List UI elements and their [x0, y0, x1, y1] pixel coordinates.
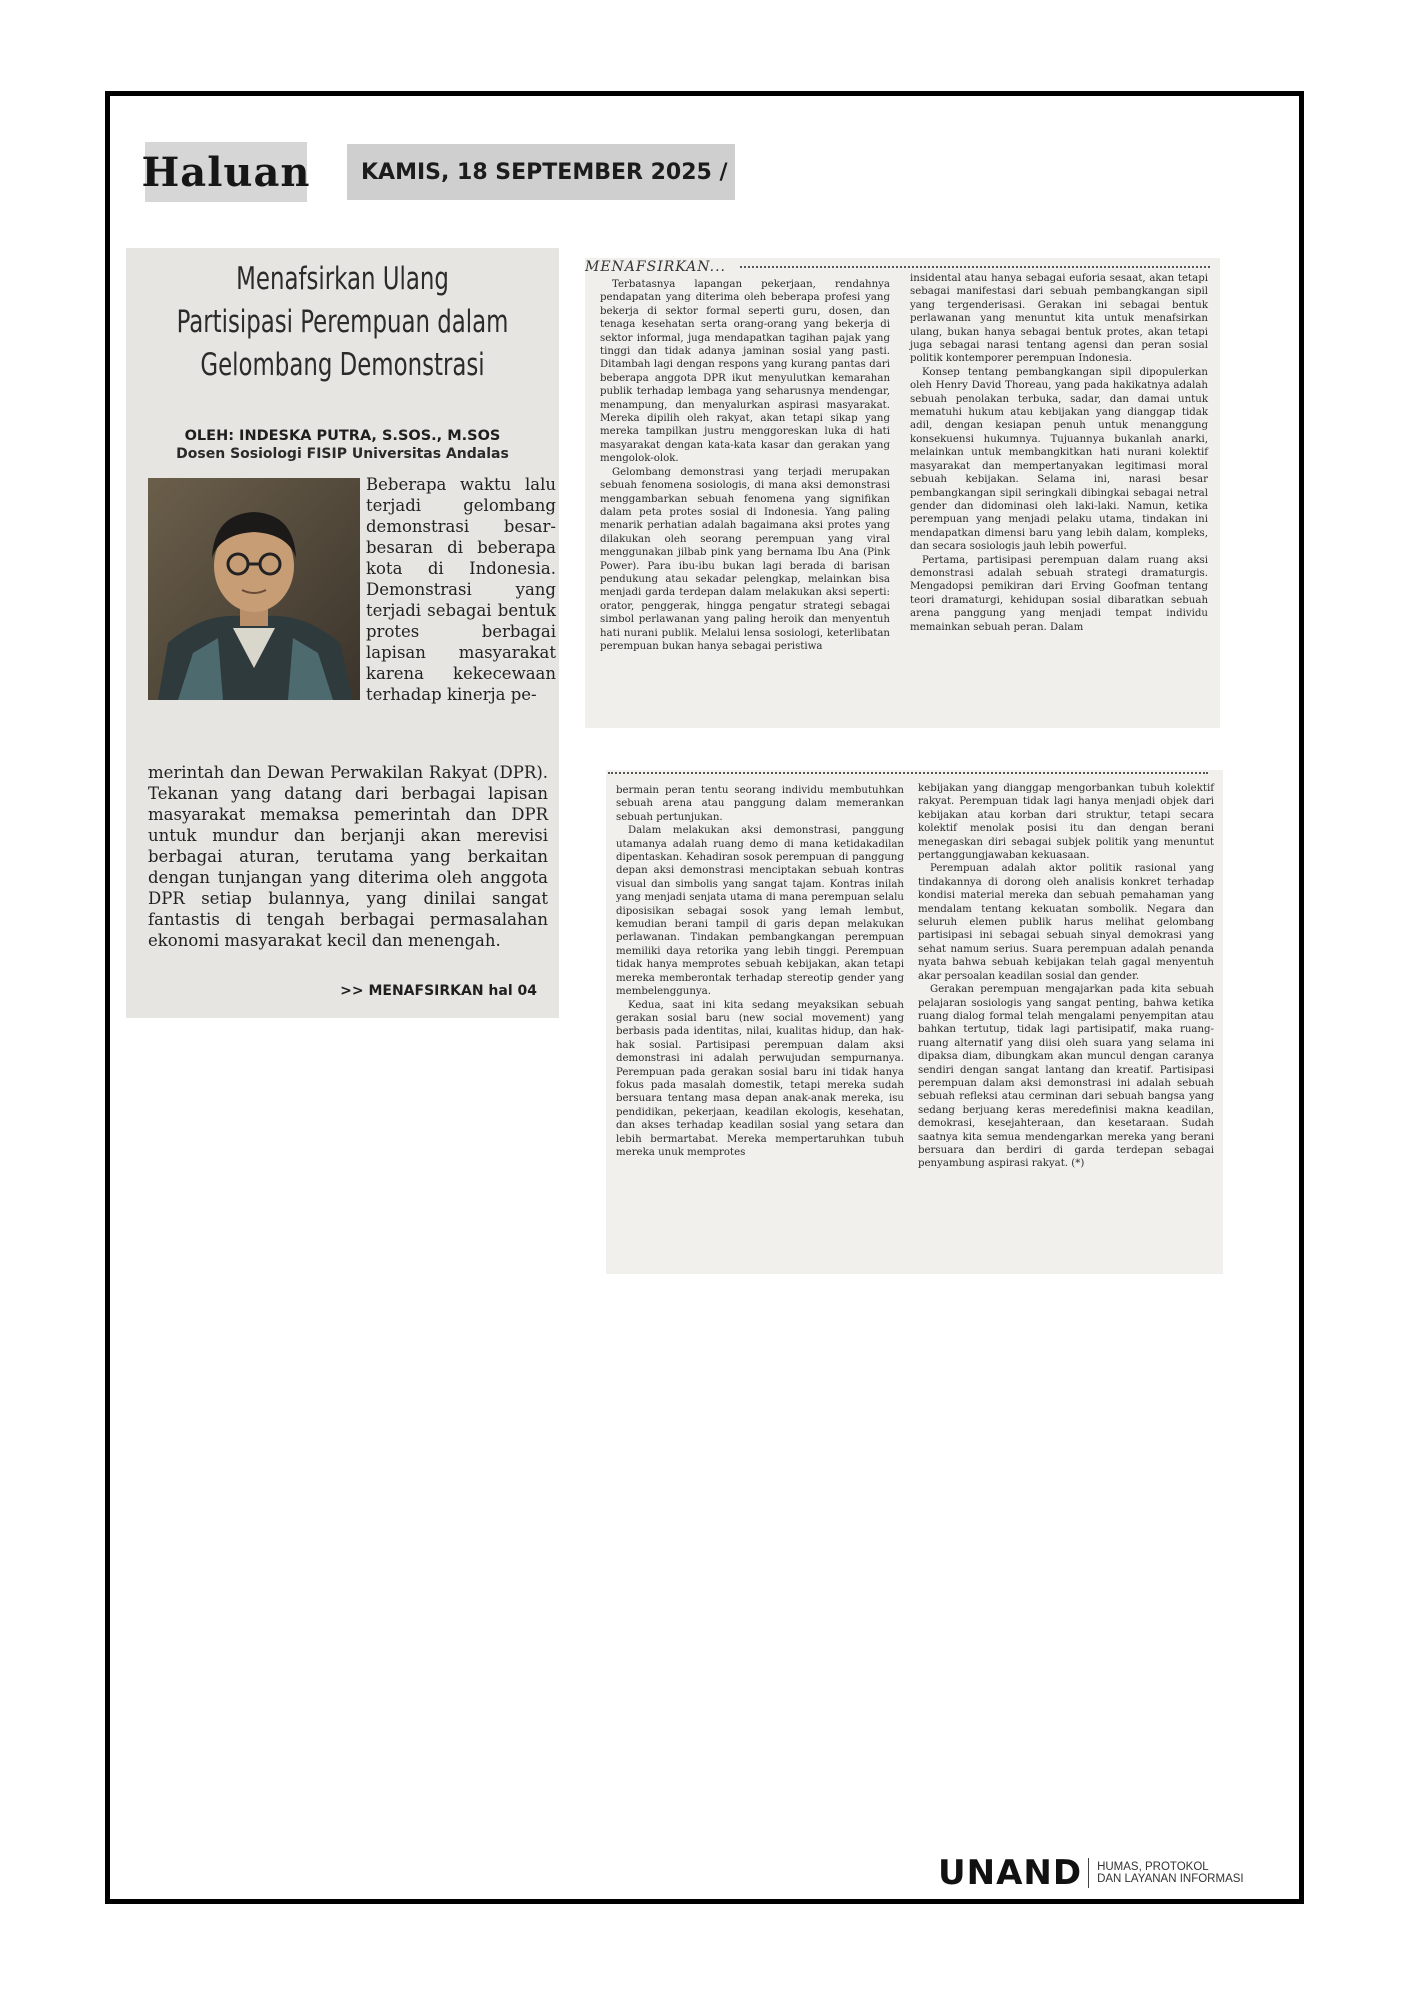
office-line: DAN LAYANAN INFORMASI — [1097, 1873, 1244, 1885]
continued-on-page: >> MENAFSIRKAN hal 04 — [340, 983, 537, 999]
paragraph: Terbatasnya lapangan pekerjaan, rendahnya pendapatan yang diterima oleh beberapa profesi yang bekerja di sektor formal seperti guru, dosen, dan tenaga kesehatan serta orang-orang yang bekerja di sektor informal, juga mendapatkan tagihan pajak yang tinggi dan tidak adanya jaminan sosial yang pasti. Ditambah lagi dengan respons yang kurang pantas dari beberapa anggota DPR ikut menyulutkan kemarahan publik terhadap lembaga yang seharusnya mendengar, menampung, dan menyalurkan aspirasi masyarakat. Mereka dipilih oleh rakyat, akan tetapi sikap yang mereka tampilkan justru menggoreskan luka di hati masyarakat dengan kata-kata kasar dan gerakan yang mengolok-olok. — [600, 279, 890, 465]
author-affiliation: Dosen Sosiologi FISIP Universitas Andalas — [176, 446, 509, 462]
article-column — [600, 278, 890, 653]
unand-footer — [938, 1853, 1244, 1893]
newspaper-name: Haluan — [141, 148, 311, 196]
paragraph: Gelombang demonstrasi yang terjadi merupakan sebuah fenomena sosiologis, di mana aksi demonstrasi menggambarkan sebuah fenomena yang signifikan dalam peta protes sosial di Indonesia. Yang paling menarik perhatian adalah bagaimana aksi protes yang dilakukan oleh seorang perempuan yang viral menggunakan jilbab pink yang bernama Ibu Ana (Pink Power). Para ibu-ibu bukan lagi berada di barisan pendukung atau sekadar pelengkap, melainkan bisa menjadi garda terdepan dalam melakukan aksi seperti: orator, penggerak, hingga pengatur strategi sebagai simbol perlawanan yang paling heroik dan menyentuh hati nurani publik. Melalui lensa sosiologi, keterlibatan perempuan bukan hanya sebagai peristiwa — [600, 466, 890, 652]
article-column — [918, 782, 1214, 1171]
paragraph: Perempuan adalah aktor politik rasional yang tindakannya di dorong oleh analisis konkret terhadap kondisi material mereka dan sebuah pemahaman yang mendalam tentang kekuatan sombolik. Negara dan seluruh elemen publik harus melihat gelombang partisipasi ini sebagai sebuah sinyal demokrasi yang sehat namum serius. Suara perempuan adalah penanda nyata bahwa sebuah kebijakan telah gagal menyentuh akar persoalan keadilan sosial dan gender. — [918, 863, 1214, 982]
paragraph: Kedua, saat ini kita sedang meyaksikan sebuah gerakan sosial baru (new social movement) yang berbasis pada identitas, nilai, kualitas hidup, dan hak-hak sosial. Partisipasi perempuan dalam aksi demonstrasi ini adalah perwujudan sempurnanya. Perempuan pada gerakan sosial baru ini tidak hanya fokus pada masalah domestik, tetapi mereka sudah bersuara tentang masa depan anak-anak mereka, isu pendidikan, pekerjaan, keadilan ekologis, kesehatan, dan akses terhadap keadilan sosial yang setara dan lebih bermartabat. Mereka mempertaruhkan tubuh mereka unuk memprotes — [616, 999, 904, 1158]
paragraph: Gerakan perempuan mengajarkan pada kita sebuah pelajaran sosiologis yang sangat penting, bahwa ketika ruang dialog formal telah mengalami penyempitan atau bahkan tertutup, tidak lagi partisipatif, maka ruang-ruang alternatif yang diisi oleh suara yang selama ini dipaksa diam, dibungkam akan muncul dengan caranya sendiri dengan sangat lantang dan kreatif. Partisipasi perempuan dalam aksi demonstrasi ini adalah sebuah sebuah refleksi atau cerminan dari sebuah bangsa yang sedang berjuang keras meredefinisi makna keadilan, demokrasi, kesejahteraan, dan kesetaraan. Sudah saatnya kita semua mendengarkan mereka yang berani bersuara dan berdiri di garda terdepan sebagai penyambung aspirasi rakyat. (*) — [918, 984, 1214, 1170]
newspaper-masthead — [141, 142, 311, 202]
dotted-rule — [608, 772, 1208, 774]
paragraph: insidental atau hanya sebagai euforia sesaat, akan tetapi sebagai manifestasi dari sebuah pembangkangan sipil yang tergenderisasi. Gerakan ini sebagai bentuk perlawanan yang menuntut kita untuk menafsirkan ulang, bukan hanya sebagai bentuk protes, akan tetapi juga sebagai narasi tentang agensi dan peran sosial politik kontemporer perempuan Indonesia. — [910, 273, 1208, 365]
paragraph: Konsep tentang pembangkangan sipil dipopulerkan oleh Henry David Thoreau, yang pada hakikatnya adalah sebuah penolakan terbuka, sadar, dan damai untuk mematuhi hukum atau kebijakan yang dianggap tidak adil, dengan kesiapan penuh untuk menanggung konsekuensi hukumnya. Tujuannya bukanlah anarki, melainkan untuk membangkitkan hati nurani kolektif masyarakat dan mempertanyakan legitimasi moral sebuah kebijakan. Selama ini, narasi besar pembangkangan sipil seringkali dibingkai sebagai netral gender dan didominasi oleh laki-laki. Namun, ketika perempuan yang menjadi pelaku utama, tindakan ini mendapatkan dimensi baru yang lebih dalam, kompleks, dan secara sosiologis jauh lebih powerful. — [910, 366, 1208, 553]
title-line: Gelombang Demonstrasi — [200, 347, 485, 383]
article-clipping — [126, 248, 559, 1018]
paragraph: Pertama, partisipasi perempuan dalam ruang aksi demonstrasi adalah sebuah strategi dramaturgis. Mengadopsi pemikiran dari Erving Goofman tentang teori dramaturgi, kehidupan sosial dibaratkan sebuah arena panggung yang menjadi tempat individu memainkan sebuah peran. Dalam — [910, 554, 1208, 633]
publication-date: KAMIS, 18 SEPTEMBER 2025 / — [361, 159, 728, 185]
title-line: Menafsirkan Ulang — [236, 261, 449, 297]
article-intro: Beberapa waktu lalu terjadi gelombang demonstrasi besar-besaran di beberapa kota di Indonesia. Demonstrasi yang terjadi sebagai bentuk protes berbagai lapisan masyarakat karena kekecewaan terhadap kinerja pe- — [366, 475, 556, 704]
paragraph: Dalam melakukan aksi demonstrasi, panggung utamanya adalah ruang demo di mana ketidakadilan dipentaskan. Kehadiran sosok perempuan di panggung depan aksi demonstrasi menciptakan sebuah kontras visual dan simbolis yang sangat tajam. Kontras inilah yang menjadi senjata utama di mana perempuan selalu diposisikan sebagai sosok yang lemah lembut, kemudian berani tampil di garis depan melakukan perlawanan. Tindakan pembangkangan perempuan memiliki daya retorika yang lebih tinggi. Perempuan tidak hanya memprotes sebuah kebijakan, akan tetapi mereka memberontak terhadap stereotip gender yang membelenggunya. — [616, 825, 904, 998]
continuation-clipping — [606, 770, 1223, 1274]
office-line: HUMAS, PROTOKOL — [1097, 1861, 1209, 1873]
article-intro-continued: merintah dan Dewan Perwakilan Rakyat (DPR). Tekanan yang datang dari berbagai lapisan masyarakat memaksa pemerintah dan DPR untuk mundur dan berjanji akan merevisi berbagai aturan, terutama yang berkaitan dengan tunjangan yang diterima oleh anggota DPR setiap bulannya, yang dinilai sangat fantastis di tengah berbagai permasalahan ekonomi masyarakat kecil dan menengah. — [148, 763, 548, 950]
office-name — [1097, 1861, 1244, 1885]
unand-logo: UNAND — [938, 1853, 1083, 1893]
continuation-label: MENAFSIRKAN... — [585, 259, 726, 275]
paragraph: kebijakan yang dianggap mengorbankan tubuh kolektif rakyat. Perempuan tidak lagi hanya menjadi objek dari kebijakan atau korban dari struktur, tetapi secara kolektif menolak posisi itu dan dengan berani menegaskan diri sebagai subjek politik yang menuntut pertanggungjawaban kekuasaan. — [918, 783, 1214, 862]
article-title — [165, 258, 520, 387]
divider — [1088, 1858, 1089, 1888]
dotted-rule — [740, 266, 1210, 268]
article-author: OLEH: INDESKA PUTRA, S.SOS., M.SOS — [184, 428, 501, 444]
author-photo — [148, 478, 360, 700]
continuation-clipping — [585, 258, 1220, 728]
paragraph: bermain peran tentu seorang individu membutuhkan sebuah arena atau panggung dalam memerankan sebuah pertunjukan. — [616, 785, 904, 823]
article-column — [616, 784, 904, 1159]
dateline — [347, 144, 735, 200]
title-line: Partisipasi Perempuan dalam — [176, 304, 509, 340]
article-column — [910, 272, 1208, 634]
